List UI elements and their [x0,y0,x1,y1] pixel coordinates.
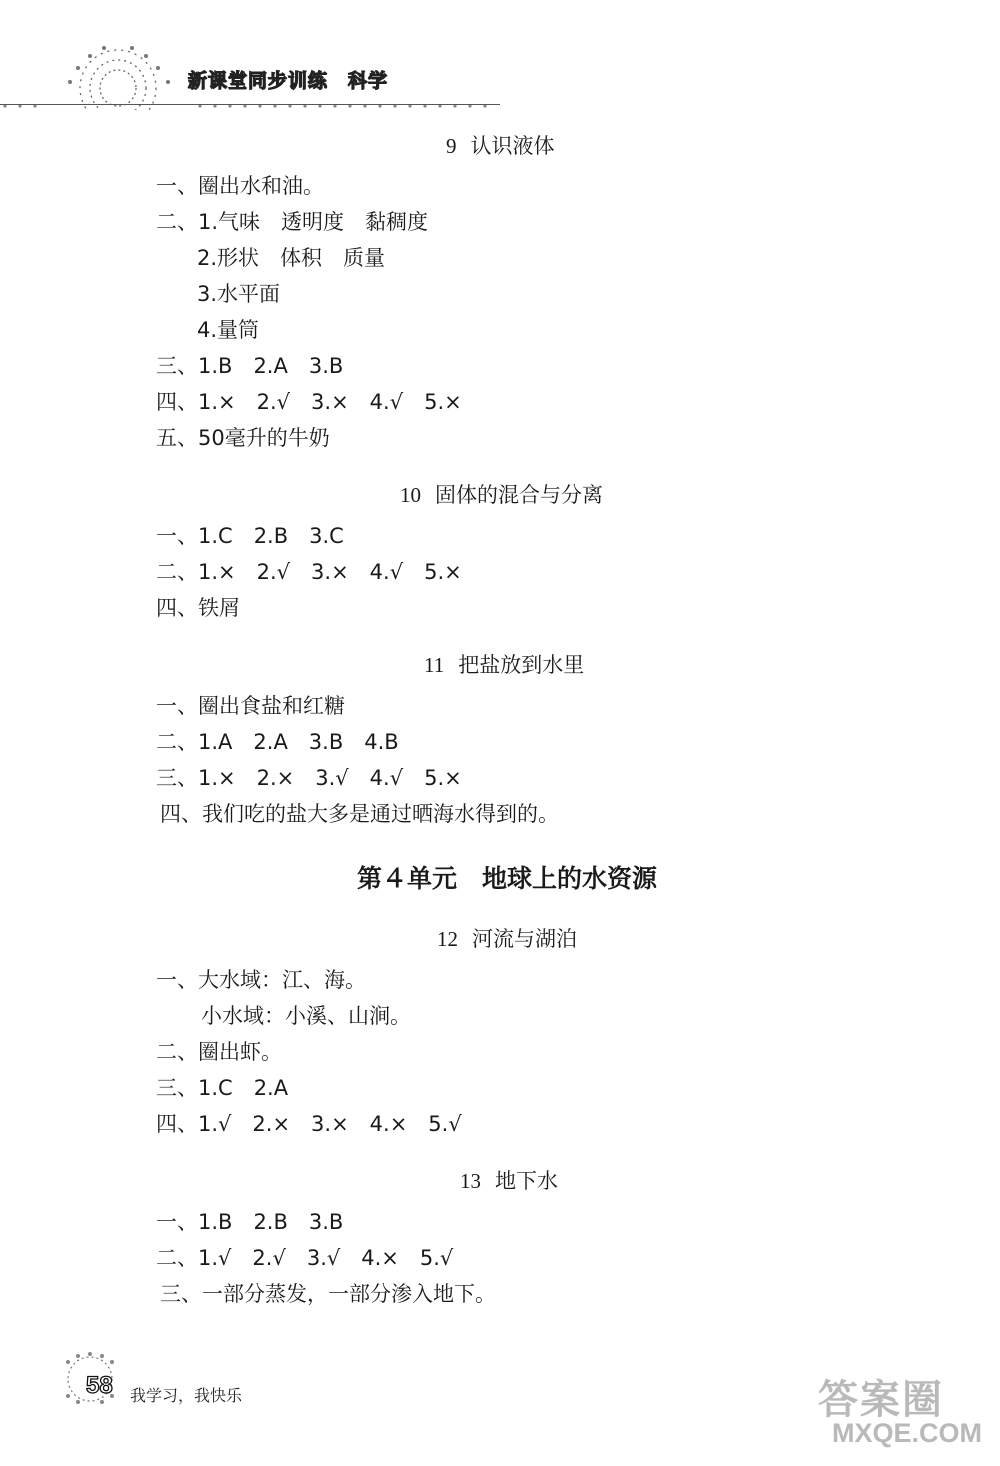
section-heading [424,651,584,679]
section-title: 地下水 [495,1169,558,1193]
answer-line: 五、50毫升的牛奶 [156,426,330,450]
answer-line: 三、一部分蒸发，一部分渗入地下。 [160,1282,496,1306]
answer-line: 一、1.C 2.B 3.C [156,524,344,548]
answer-line: 二、1.A 2.A 3.B 4.B [156,730,399,754]
header-rule [0,104,500,105]
answer-line: 一、大水域：江、海。 [156,968,366,992]
section-heading [446,132,555,160]
section-number: 9 [446,134,457,158]
answer-line: 二、圈出虾。 [156,1040,282,1064]
answer-line: 一、圈出食盐和红糖 [156,694,345,718]
section-heading [460,1167,558,1195]
section-number: 10 [400,483,421,507]
answer-line: 三、1.B 2.A 3.B [156,354,344,378]
answer-line: 三、1.× 2.× 3.√ 4.√ 5.× [156,766,462,790]
section-number: 11 [424,653,445,677]
watermark-url: MXQE.COM [832,1418,983,1448]
unit-heading: 第４单元 地球上的水资源 [357,864,658,893]
answer-line: 一、圈出水和油。 [156,174,324,198]
section-heading [437,925,577,953]
answer-line: 一、1.B 2.B 3.B [156,1210,344,1234]
answer-line: 二、1.× 2.√ 3.× 4.√ 5.× [156,560,462,584]
answer-line: 四、我们吃的盐大多是通过晒海水得到的。 [160,802,559,826]
answer-line: 3.水平面 [197,282,281,306]
page-number: 58 [86,1372,113,1399]
section-heading [400,481,603,509]
answer-line: 四、铁屑 [156,596,240,620]
answer-line: 三、1.C 2.A [156,1076,289,1100]
answer-line: 小水域：小溪、山涧。 [201,1004,411,1028]
watermark-logo: 答案圈 [818,1378,944,1422]
section-title: 认识液体 [470,134,555,158]
section-title: 河流与湖泊 [472,927,577,951]
section-number: 12 [437,927,458,951]
answer-line: 二、1.气味 透明度 黏稠度 [156,210,429,234]
answer-line: 四、1.× 2.√ 3.× 4.√ 5.× [156,390,462,414]
footer-slogan: 我学习，我快乐 [130,1386,243,1405]
section-number: 13 [460,1169,481,1193]
answer-line: 四、1.√ 2.× 3.× 4.× 5.√ [156,1112,462,1136]
header-title: 新课堂同步训练 科学 [188,70,389,92]
section-title: 把盐放到水里 [458,653,585,677]
answer-line: 二、1.√ 2.√ 3.√ 4.× 5.√ [156,1246,454,1270]
answer-line: 4.量筒 [197,318,260,342]
section-title: 固体的混合与分离 [435,483,603,507]
answer-line: 2.形状 体积 质量 [197,246,386,270]
